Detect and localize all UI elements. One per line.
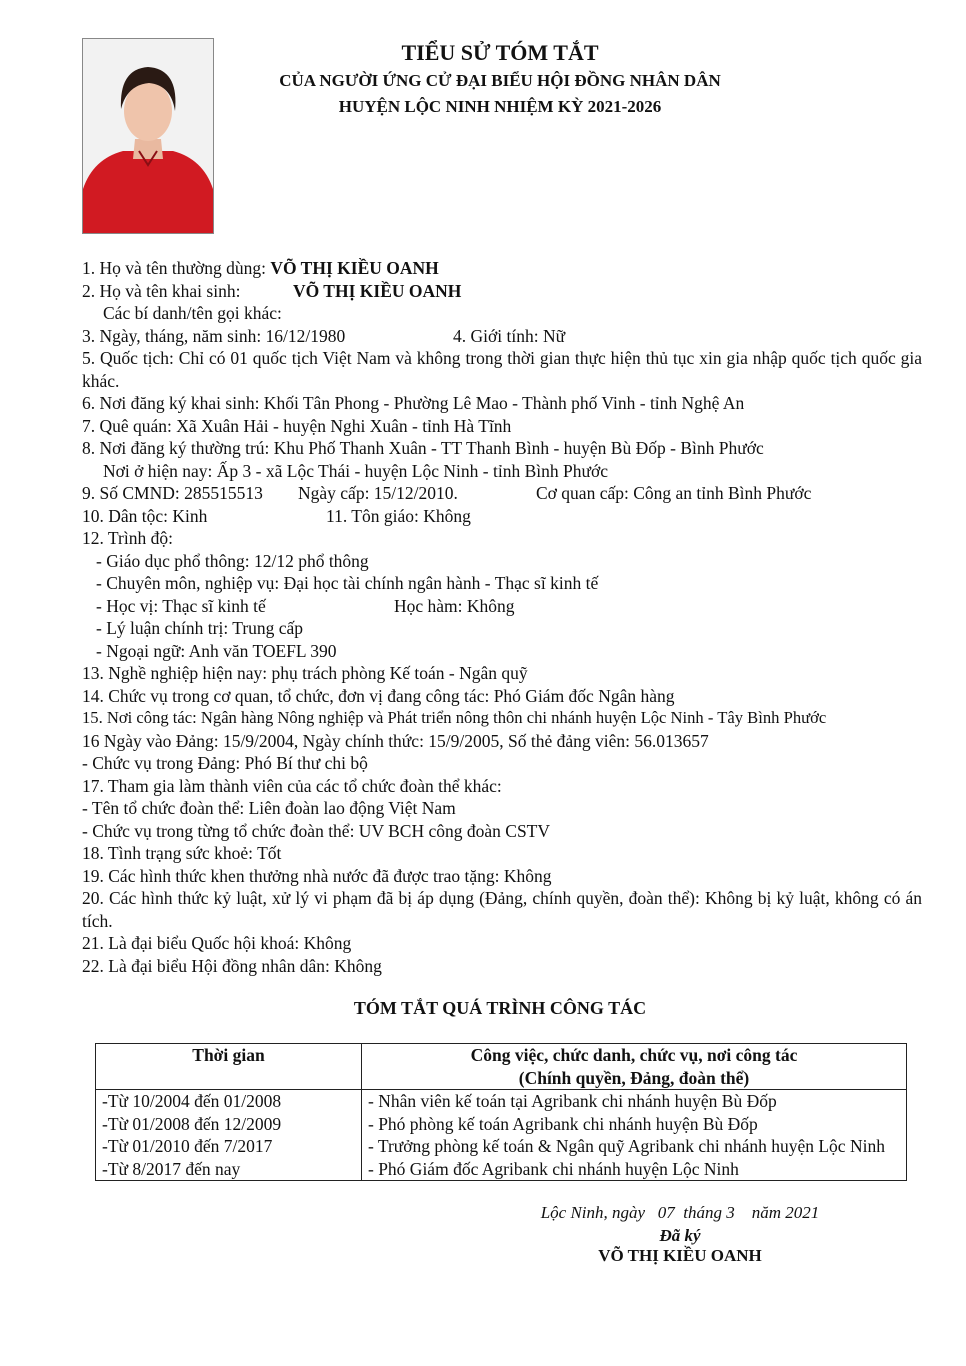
doc-subtitle-1: CỦA NGƯỜI ỨNG CỬ ĐẠI BIỂU HỘI ĐỒNG NHÂN DÂN [279,71,721,90]
political-theory: - Lý luận chính trị: Trung cấp [96,618,304,638]
item-1 [82,257,922,280]
row-time: -Từ 01/2008 đến 12/2009 [96,1113,362,1136]
id-issue-date: Ngày cấp: 15/12/2010. [298,483,458,503]
portrait-icon [83,39,213,233]
ethnicity: 10. Dân tộc: Kinh [82,505,208,526]
peoples-council: 22. Là đại biểu Hội đồng nhân dân: Không [82,955,382,976]
work-history-table [95,1043,907,1181]
item-2 [82,280,922,303]
col-time-header: Thời gian [96,1044,362,1090]
portrait-photo [82,38,214,234]
col-work-header-line2: (Chính quyền, Đảng, đoàn thể) [518,1067,750,1088]
party-position: - Chức vụ trong Đảng: Phó Bí thư chi bộ [82,753,368,773]
sign-place-date: Lộc Ninh, ngày 07 tháng 3 năm 2021 [540,1203,820,1222]
degree-row [82,595,922,618]
nationality: 5. Quốc tịch: Chỉ có 01 quốc tịch Việt Nam và không trong thời gian thực hiện thủ tục xin gia nhập quốc tịch quốc gia khác. [82,348,922,391]
academic-title: Học hàm: Không [394,595,515,616]
col-work-header-line1: Công việc, chức danh, chức vụ, nơi công tác [470,1045,798,1065]
biography-items [82,257,922,977]
id-issuer: Cơ quan cấp: Công an tỉnh Bình Phước [536,483,812,503]
birth-registration: 6. Nơi đăng ký khai sinh: Khối Tân Phong - Phường Lê Mao - Thành phố Vinh - tỉnh Nghệ An [82,393,745,413]
alias: Các bí danh/tên gọi khác: [103,303,282,323]
item-1-label: 1. Họ và tên thường dùng: [82,258,271,278]
permanent-residence: 8. Nơi đăng ký thường trú: Khu Phố Thanh Xuân - TT Thanh Bình - huyện Bù Đốp - Bình Phước [82,438,764,458]
doc-title: TIỂU SỬ TÓM TẮT [401,40,599,65]
organizations-heading: 17. Tham gia làm thành viên của các tổ chức đoàn thể khác: [82,775,502,796]
professional-qualification: - Chuyên môn, nghiệp vụ: Đại học tài chính ngân hành - Thạc sĩ kinh tế [96,573,599,593]
general-education: - Giáo dục phổ thông: 12/12 phổ thông [96,550,369,571]
work-history-title: TÓM TẮT QUÁ TRÌNH CÔNG TÁC [353,998,647,1018]
workplace: 15. Nơi công tác: Ngân hàng Nông nghiệp và Phát triển nông thôn chi nhánh huyện Lộc Ninh - Tây Bình Phước [82,708,827,727]
row-desc: - Trưởng phòng kế toán & Ngân quỹ Agribank chi nhánh huyện Lộc Ninh [362,1135,907,1158]
table-header [96,1044,907,1090]
col-work-header [362,1044,907,1090]
party-membership: 16 Ngày vào Đảng: 15/9/2004, Ngày chính thức: 15/9/2005, Số thẻ đảng viên: 56.013657 [82,730,709,751]
organization-name: - Tên tổ chức đoàn thể: Liên đoàn lao động Việt Nam [82,798,456,818]
item-2-label: 2. Họ và tên khai sinh: [82,280,241,301]
row-desc: - Phó phòng kế toán Agribank chi nhánh huyện Bù Đốp [362,1113,907,1136]
row-desc: - Nhân viên kế toán tại Agribank chi nhánh huyện Bù Đốp [362,1090,907,1113]
organization-position: - Chức vụ trong từng tổ chức đoàn thể: UV BCH công đoàn CSTV [82,820,551,841]
row-desc: - Phó Giám đốc Agribank chi nhánh huyện Lộc Ninh [362,1158,907,1181]
doc-subtitle-2: HUYỆN LỘC NINH NHIỆM KỲ 2021-2026 [338,97,662,116]
birth-date: 3. Ngày, tháng, năm sinh: 16/12/1980 [82,325,346,346]
hometown: 7. Quê quán: Xã Xuân Hải - huyện Nghi Xuân - tỉnh Hà Tĩnh [82,415,512,436]
academic-degree: - Học vị: Thạc sĩ kinh tế [96,595,266,616]
signed-note: Đã ký [659,1226,701,1245]
religion: 11. Tôn giáo: Không [326,505,471,526]
row-time: -Từ 10/2004 đến 01/2008 [96,1090,362,1113]
table-row [96,1090,907,1113]
row-time: -Từ 8/2017 đến nay [96,1158,362,1181]
table-row [96,1158,907,1181]
current-residence: Nơi ở hiện nay: Ấp 3 - xã Lộc Thái - huyện Lộc Ninh - tỉnh Bình Phước [103,460,608,481]
item-10-11 [82,505,922,528]
signer-name: VÕ THỊ KIỀU OANH [598,1246,762,1265]
id-card [82,482,922,505]
table-row [96,1113,907,1136]
table-row [96,1135,907,1158]
awards: 19. Các hình thức khen thưởng nhà nước đã được trao tặng: Không [82,865,552,886]
row-time: -Từ 01/2010 đến 7/2017 [96,1135,362,1158]
education-heading: 12. Trình độ: [82,528,173,548]
gender: 4. Giới tính: Nữ [453,325,566,346]
common-name: VÕ THỊ KIỀU OANH [270,258,439,278]
health-status: 18. Tình trạng sức khoẻ: Tốt [82,843,282,863]
occupation: 13. Nghề nghiệp hiện nay: phụ trách phòng Kế toán - Ngân quỹ [82,663,528,683]
birth-name: VÕ THỊ KIỀU OANH [293,280,462,301]
discipline: 20. Các hình thức kỷ luật, xử lý vi phạm đã bị áp dụng (Đảng, chính quyền, đoàn thể): Không bị kỷ luật, không có án tích. [82,888,922,931]
national-assembly: 21. Là đại biểu Quốc hội khoá: Không [82,933,352,953]
id-number: 9. Số CMND: 285515513 [82,483,263,503]
foreign-language: - Ngoại ngữ: Anh văn TOEFL 390 [96,640,337,661]
item-3-4 [82,325,922,348]
position: 14. Chức vụ trong cơ quan, tổ chức, đơn vị đang công tác: Phó Giám đốc Ngân hàng [82,685,675,706]
